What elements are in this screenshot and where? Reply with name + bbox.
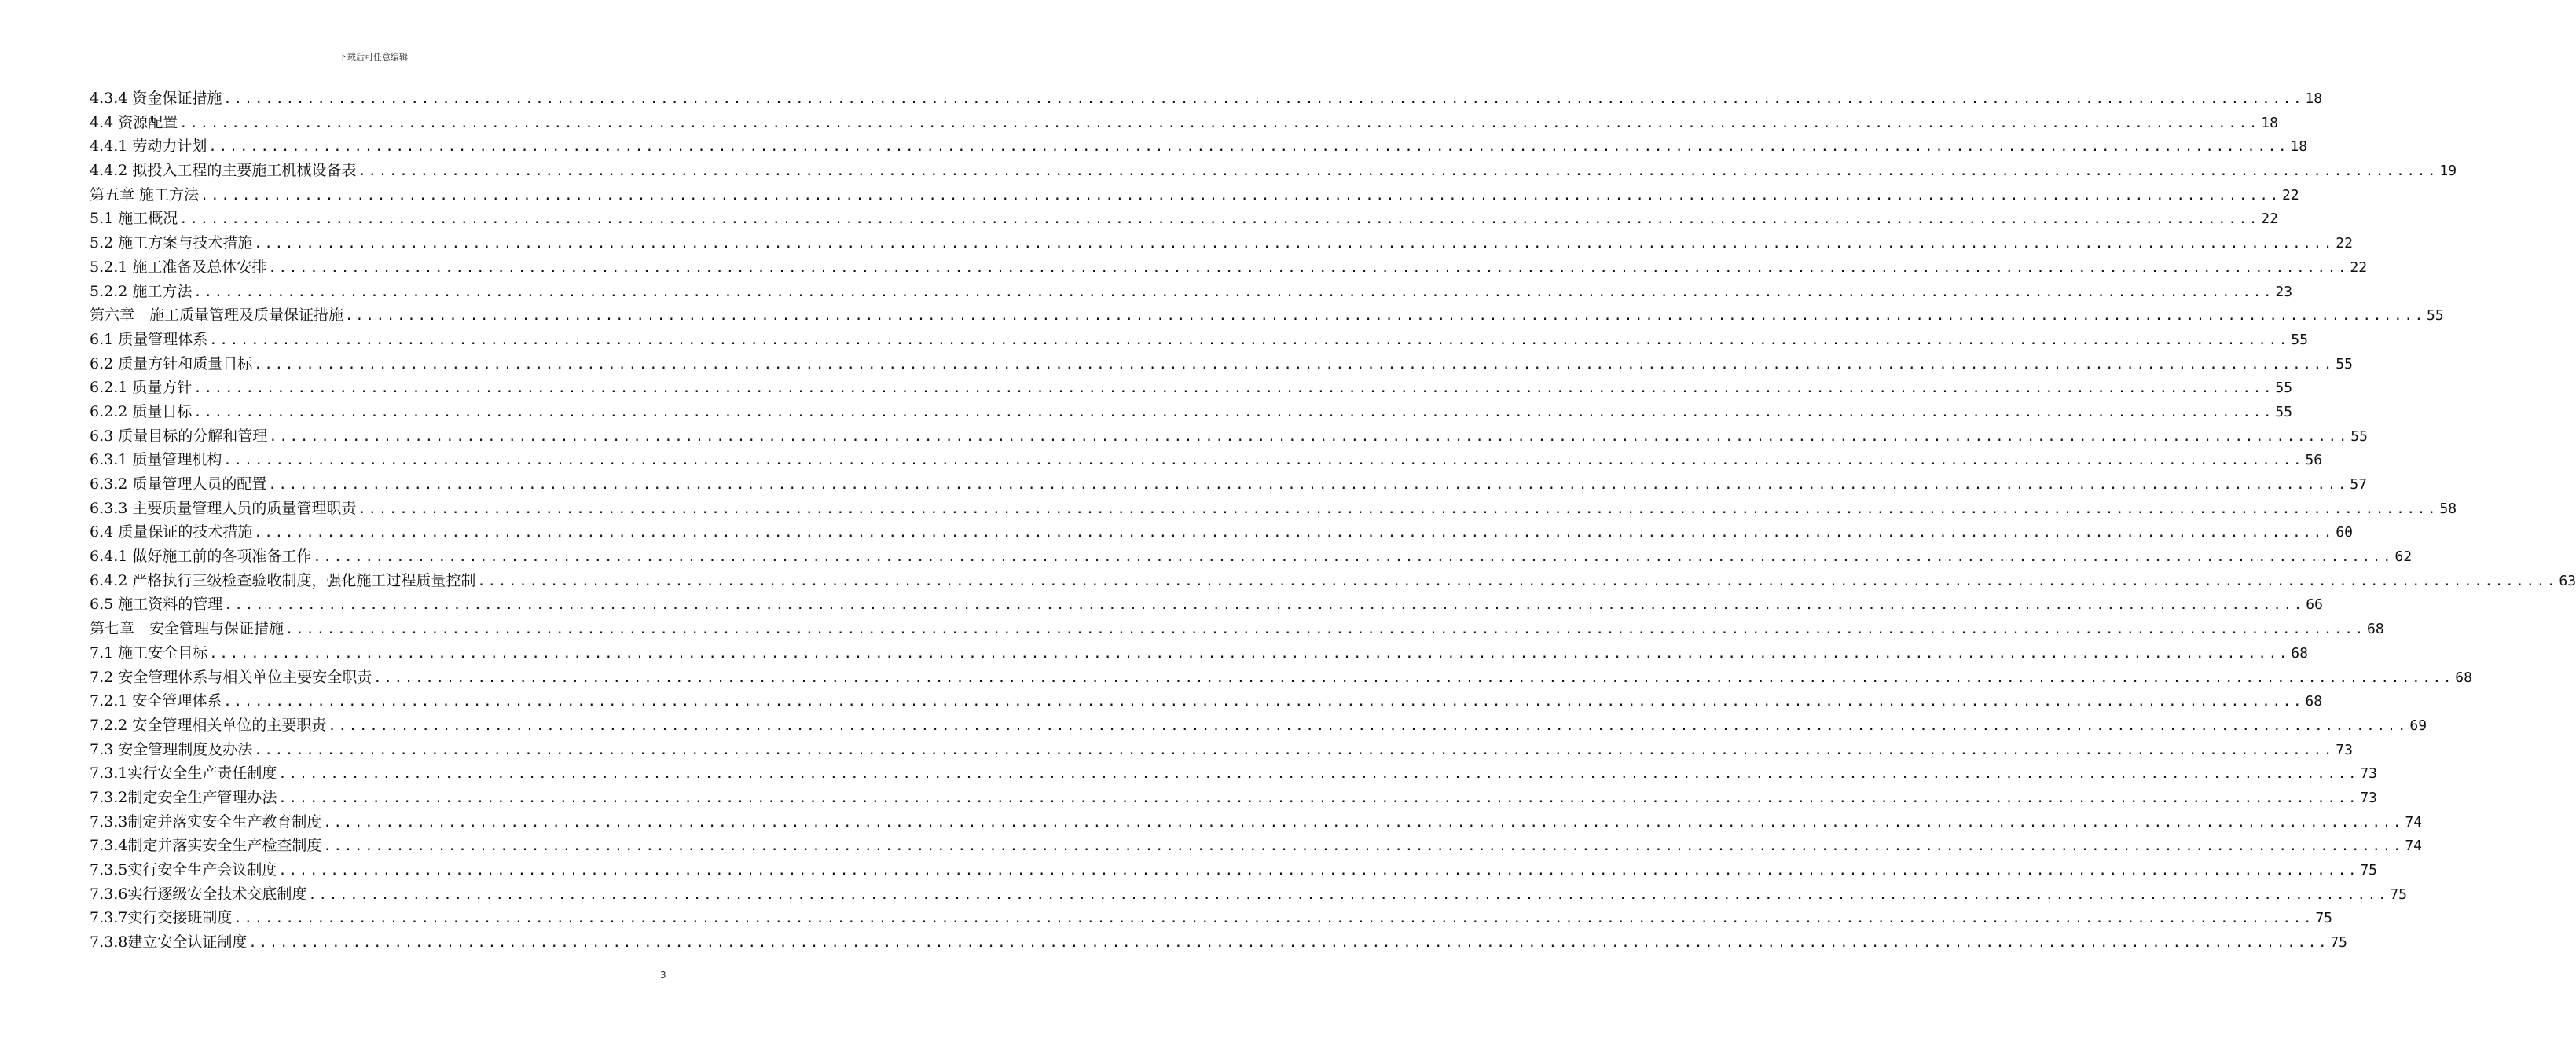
toc-entry-title: 5.2.2 施工方法: [90, 282, 193, 300]
toc-entry: [90, 352, 2353, 376]
toc-dot-leader: ........................................................................................................................................................................................................: [323, 838, 2404, 855]
toc-entry-title: 6.2 质量方针和质量目标: [90, 354, 253, 372]
toc-entry-title: 7.3.4制定并落实安全生产检查制度: [90, 837, 322, 855]
toc-entry-title: 6.5 施工资料的管理: [90, 596, 223, 614]
toc-entry: [90, 497, 2457, 521]
toc-dot-leader: ........................................................................................................................................................................................................: [223, 694, 2304, 710]
toc-entry-title: 5.2 施工方案与技术措施: [90, 234, 253, 252]
toc-entry-title: 第五章 施工方法: [90, 185, 200, 204]
toc-entry-title: 6.3 质量目标的分解和管理: [90, 427, 268, 445]
toc-entry: [90, 86, 2323, 111]
toc-dot-leader: ........................................................................................................................................................................................................: [223, 91, 2304, 107]
toc-dot-leader: ........................................................................................................................................................................................................: [373, 669, 2454, 686]
toc-entry: [90, 689, 2323, 713]
toc-entry-title: 4.3.4 资金保证措施: [90, 90, 222, 107]
toc-entry: [90, 134, 2308, 159]
toc-entry-page: 73: [2360, 765, 2378, 783]
toc-entry: [90, 858, 2378, 882]
toc-entry-page: 74: [2405, 813, 2423, 830]
toc-entry: [90, 641, 2308, 666]
toc-dot-leader: ........................................................................................................................................................................................................: [254, 236, 2335, 252]
toc-entry-page: 58: [2439, 500, 2457, 517]
toc-entry-page: 74: [2405, 838, 2423, 855]
toc-entry: [90, 448, 2323, 472]
toc-entry-page: 69: [2409, 717, 2427, 734]
toc-dot-leader: ........................................................................................................................................................................................................: [254, 356, 2335, 372]
toc-entry-title: 4.4.2 拟投入工程的主要施工机械设备表: [90, 162, 357, 180]
toc-entry: [90, 159, 2457, 183]
toc-dot-leader: ........................................................................................................................................................................................................: [268, 259, 2349, 276]
toc-entry-page: 18: [2261, 114, 2278, 131]
toc-entry-page: 68: [2455, 669, 2472, 686]
toc-entry-page: 66: [2306, 596, 2323, 614]
toc-dot-leader: ........................................................................................................................................................................................................: [209, 332, 2290, 348]
toc-entry-title: 5.1 施工概况: [90, 210, 178, 228]
toc-entry: [90, 666, 2472, 690]
toc-dot-leader: ........................................................................................................................................................................................................: [224, 597, 2305, 614]
toc-entry-title: 第七章 安全管理与保证措施: [90, 620, 284, 638]
toc-entry-title: 6.4 质量保证的技术措施: [90, 523, 253, 541]
toc-dot-leader: ........................................................................................................................................................................................................: [193, 380, 2274, 397]
toc-dot-leader: ........................................................................................................................................................................................................: [278, 790, 2359, 806]
toc-dot-leader: ........................................................................................................................................................................................................: [345, 308, 2425, 324]
toc-entry: [90, 303, 2444, 328]
toc-entry-page: 60: [2336, 524, 2353, 541]
toc-dot-leader: ........................................................................................................................................................................................................: [313, 549, 2394, 566]
toc-entry-title: 6.3.3 主要质量管理人员的质量管理职责: [90, 499, 357, 517]
toc-dot-leader: ........................................................................................................................................................................................................: [254, 525, 2335, 541]
toc-dot-leader: ........................................................................................................................................................................................................: [179, 115, 2260, 131]
toc-entry-title: 4.4.1 劳动力计划: [90, 138, 207, 156]
toc-dot-leader: ........................................................................................................................................................................................................: [328, 717, 2409, 734]
toc-dot-leader: ........................................................................................................................................................................................................: [269, 428, 2350, 445]
toc-entry: [90, 810, 2423, 834]
toc-entry-page: 18: [2305, 90, 2323, 107]
toc-entry-page: 73: [2336, 741, 2353, 758]
toc-entry: [90, 930, 2348, 955]
toc-entry-page: 55: [2275, 380, 2293, 397]
toc-dot-leader: ........................................................................................................................................................................................................: [233, 911, 2314, 927]
toc-entry: [90, 376, 2293, 400]
toc-dot-leader: ........................................................................................................................................................................................................: [209, 645, 2290, 662]
toc-entry-page: 56: [2305, 452, 2323, 469]
toc-entry-page: 68: [2367, 621, 2384, 638]
toc-entry-title: 7.3.5实行安全生产会议制度: [90, 861, 277, 878]
toc-dot-leader: ........................................................................................................................................................................................................: [208, 139, 2289, 156]
toc-entry-page: 22: [2282, 186, 2299, 204]
toc-dot-leader: ........................................................................................................................................................................................................: [254, 742, 2335, 758]
toc-dot-leader: ........................................................................................................................................................................................................: [223, 453, 2304, 469]
toc-dot-leader: ........................................................................................................................................................................................................: [285, 622, 2365, 638]
toc-dot-leader: ........................................................................................................................................................................................................: [358, 163, 2438, 180]
toc-entry-page: 68: [2291, 644, 2308, 662]
toc-dot-leader: ........................................................................................................................................................................................................: [278, 863, 2359, 878]
toc-entry: [90, 738, 2353, 762]
toc-dot-leader: ........................................................................................................................................................................................................: [477, 573, 2558, 589]
toc-entry-page: 22: [2336, 235, 2353, 252]
toc-entry-title: 4.4 资源配置: [90, 113, 178, 131]
toc-entry-title: 7.3.6实行逐级安全技术交底制度: [90, 885, 307, 903]
toc-entry: [90, 280, 2293, 304]
toc-entry-title: 7.2.2 安全管理相关单位的主要职责: [90, 716, 327, 734]
toc-entry-page: 55: [2275, 403, 2293, 420]
toc-entry-title: 7.3.1实行安全生产责任制度: [90, 764, 277, 783]
toc-entry: [90, 424, 2368, 449]
toc-entry-page: 22: [2261, 211, 2278, 228]
toc-entry-title: 7.3 安全管理制度及办法: [90, 740, 253, 758]
toc-entry-page: 68: [2305, 693, 2323, 710]
toc-entry-page: 75: [2315, 910, 2333, 927]
toc-entry-title: 6.3.1 质量管理机构: [90, 451, 222, 469]
toc-entry: [90, 255, 2368, 280]
toc-entry-title: 7.1 施工安全目标: [90, 644, 208, 662]
toc-entry-page: 22: [2350, 258, 2368, 276]
toc-entry-title: 6.2.2 质量目标: [90, 402, 193, 420]
toc-dot-leader: ........................................................................................................................................................................................................: [248, 935, 2329, 952]
toc-entry-title: 6.4.1 做好施工前的各项准备工作: [90, 548, 312, 566]
toc-entry: [90, 786, 2378, 810]
toc-entry: [90, 400, 2293, 424]
toc-entry: [90, 906, 2333, 930]
toc-dot-leader: ........................................................................................................................................................................................................: [323, 814, 2404, 830]
toc-entry-title: 第六章 施工质量管理及质量保证措施: [90, 306, 344, 324]
toc-entry: [90, 569, 2576, 593]
toc-entry: [90, 713, 2427, 738]
toc-entry: [90, 328, 2308, 352]
toc-entry-page: 19: [2439, 163, 2457, 180]
toc-entry-page: 55: [2427, 307, 2444, 324]
page-header: 下载后可任意编辑: [339, 52, 408, 62]
toc-dot-leader: ........................................................................................................................................................................................................: [200, 187, 2281, 204]
toc-entry: [90, 183, 2299, 207]
toc-entry-page: 23: [2275, 283, 2293, 300]
toc-entry-title: 7.3.7实行交接班制度: [90, 909, 233, 927]
toc-entry-page: 75: [2390, 886, 2408, 903]
toc-dot-leader: ........................................................................................................................................................................................................: [268, 477, 2349, 493]
toc-entry-page: 55: [2350, 427, 2368, 445]
toc-entry-page: 62: [2394, 548, 2413, 566]
toc-entry-title: 6.4.2 严格执行三级检查验收制度，强化施工过程质量控制: [90, 571, 476, 589]
toc-entry: [90, 472, 2368, 497]
toc-entry: [90, 231, 2353, 255]
toc-entry-title: 6.2.1 质量方针: [90, 379, 193, 397]
toc-entry-title: 6.1 质量管理体系: [90, 330, 208, 348]
toc-dot-leader: ........................................................................................................................................................................................................: [308, 886, 2389, 903]
toc-entry: [90, 592, 2323, 617]
toc-entry: [90, 111, 2278, 135]
toc-dot-leader: ........................................................................................................................................................................................................: [278, 766, 2359, 783]
toc-entry: [90, 207, 2278, 231]
toc-entry: [90, 617, 2384, 641]
toc-entry: [90, 882, 2408, 907]
toc-entry-title: 7.2 安全管理体系与相关单位主要安全职责: [90, 668, 372, 686]
toc-dot-leader: ........................................................................................................................................................................................................: [193, 284, 2274, 300]
toc-entry: [90, 834, 2423, 858]
toc-entry-title: 7.3.3制定并落实安全生产教育制度: [90, 812, 322, 830]
page-number: 3: [660, 970, 666, 981]
toc-entry-page: 73: [2360, 789, 2378, 806]
toc-dot-leader: ........................................................................................................................................................................................................: [358, 500, 2438, 517]
toc-entry-page: 75: [2360, 862, 2378, 878]
table-of-contents: [90, 86, 2576, 955]
toc-entry-page: 75: [2330, 934, 2348, 952]
toc-entry-page: 55: [2291, 331, 2308, 348]
toc-entry-page: 55: [2336, 355, 2353, 372]
toc-entry-page: 18: [2290, 138, 2308, 156]
toc-entry: [90, 520, 2353, 544]
toc-entry-title: 7.3.2制定安全生产管理办法: [90, 788, 277, 806]
toc-entry-title: 7.3.8建立安全认证制度: [90, 933, 248, 952]
toc-entry-title: 7.2.1 安全管理体系: [90, 692, 222, 710]
toc-entry-page: 63: [2559, 572, 2576, 589]
toc-dot-leader: ........................................................................................................................................................................................................: [193, 404, 2274, 420]
toc-entry-page: 57: [2350, 476, 2368, 493]
toc-entry-title: 6.3.2 质量管理人员的配置: [90, 475, 267, 493]
toc-entry: [90, 544, 2413, 569]
toc-dot-leader: ........................................................................................................................................................................................................: [179, 211, 2260, 228]
toc-entry: [90, 761, 2378, 786]
toc-entry-title: 5.2.1 施工准备及总体安排: [90, 258, 267, 276]
